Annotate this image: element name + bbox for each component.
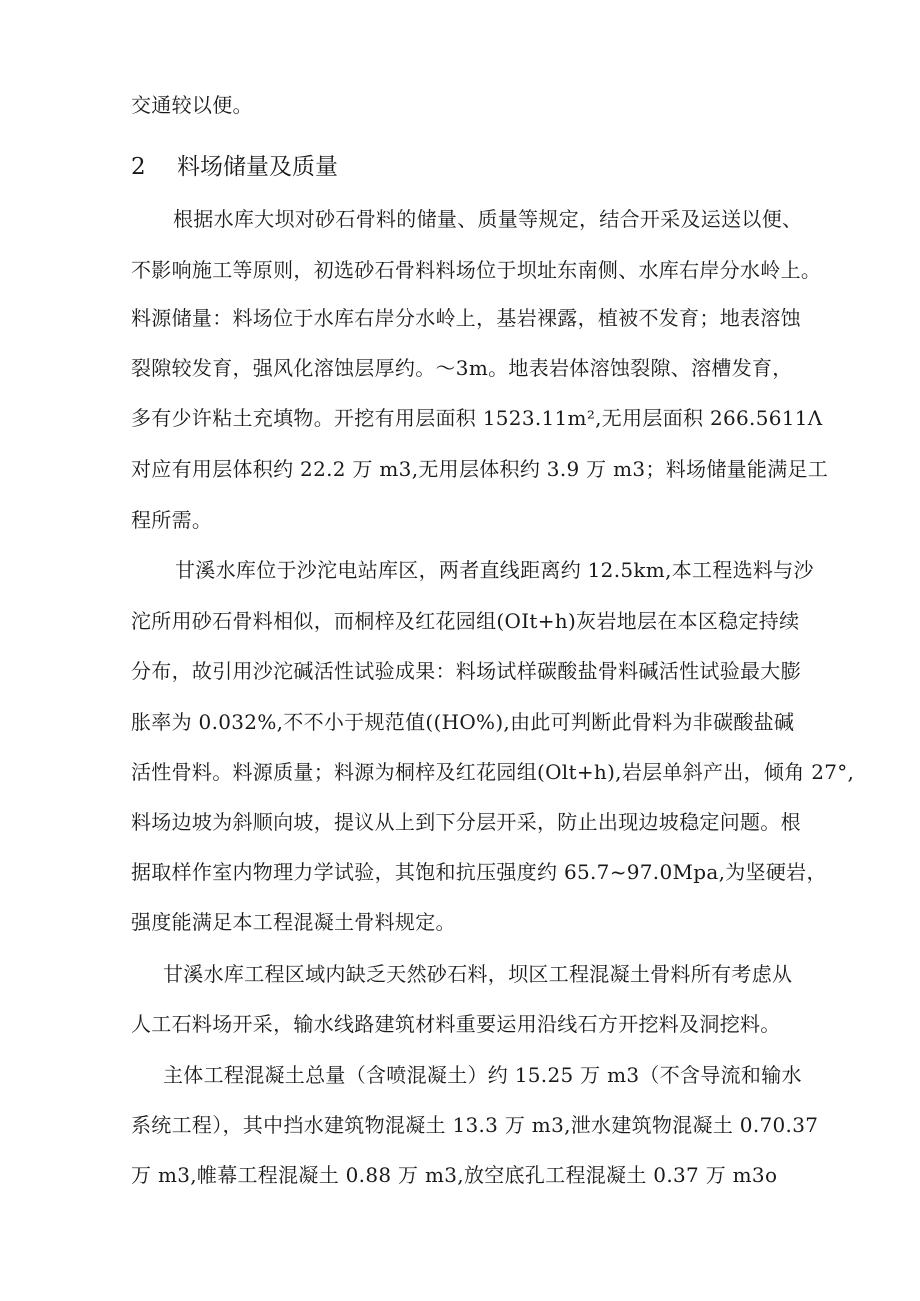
text-line: 根据水库大坝对砂石骨料的储量、质量等规定，结合开采及运送以便、 <box>173 207 803 231</box>
text-line: 万 m3,帷幕工程混凝土 0.88 万 m3,放空底孔工程混凝土 0.37 万 m3o <box>131 1163 778 1187</box>
text-line: 胀率为 0.032%,不不小于规范值((HO%),由此可判断此骨料为非碳酸盐碱 <box>131 710 795 734</box>
text-line: 据取样作室内物理力学试验，其饱和抗压强度约 65.7~97.0Mpa,为坚硬岩， <box>131 860 827 884</box>
text-line: 沱所用砂石骨料相似，而桐梓及红花园组(OIt+h)灰岩地层在本区稳定持续 <box>131 609 800 633</box>
text-line: 人工石料场开采，输水线路建筑材料重要运用沿线石方开挖料及洞挖料。 <box>131 1012 781 1036</box>
text-line: 甘溪水库位于沙沱电站库区，两者直线距离约 12.5km,本工程选料与沙 <box>175 558 814 582</box>
text-line: 程所需。 <box>131 508 213 532</box>
text-line: 料源储量：料场位于水库右岸分水岭上，基岩裸露，植被不发育；地表溶蚀 <box>131 306 801 330</box>
text-line: 系统工程），其中挡水建筑物混凝土 13.3 万 m3,泄水建筑物混凝土 0.70.37 <box>131 1113 819 1137</box>
text-line: 对应有用层体积约 22.2 万 m3,无用层体积约 3.9 万 m3；料场储量能满足工 <box>131 457 829 481</box>
text-line: 不影响施工等原则，初选砂石骨料料场位于坝址东南侧、水库右岸分水岭上。 <box>131 258 822 282</box>
section-heading <box>131 153 338 181</box>
text-line: 活性骨料。料源质量；料源为桐梓及红花园组(Olt+h),岩层单斜产出，倾角 27°, <box>131 760 855 784</box>
text-line: 分布，故引用沙沱碱活性试验成果：料场试样碳酸盐骨料碱活性试验最大膨 <box>131 659 801 683</box>
text-line: 料场边坡为斜顺向坡，提议从上到下分层开采，防止出现边坡稳定问题。根 <box>131 810 801 834</box>
text-line: 裂隙较发育，强风化溶蚀层厚约。～3m。地表岩体溶蚀裂隙、溶槽发育， <box>131 356 793 380</box>
section-title: 料场储量及质量 <box>177 154 338 180</box>
text-line: 多有少许粘土充填物。开挖有用层面积 1523.11m²,无用层面积 266.5611Λ <box>131 406 823 430</box>
text-line: 强度能满足本工程混凝土骨料规定。 <box>131 910 456 934</box>
text-line: 交通较以便。 <box>131 93 253 117</box>
section-number: 2 <box>131 154 146 180</box>
text-line: 主体工程混凝土总量（含喷混凝土）约 15.25 万 m3（不含导流和输水 <box>163 1063 802 1087</box>
text-line: 甘溪水库工程区域内缺乏天然砂石料，坝区工程混凝土骨料所有考虑从 <box>163 962 793 986</box>
